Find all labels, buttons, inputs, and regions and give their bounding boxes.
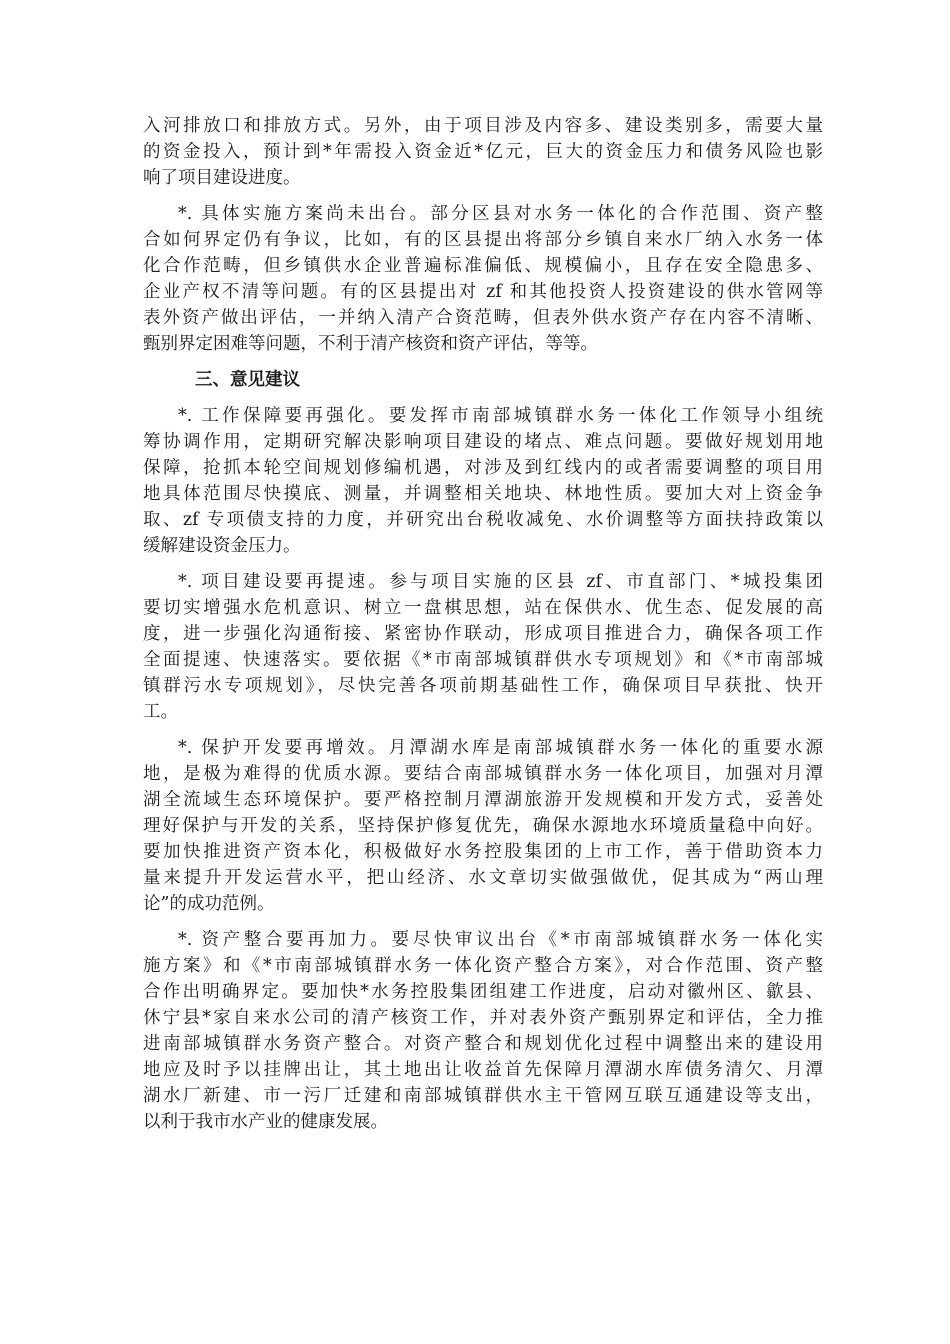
text-line: 湖全流域生态环境保护。要严格控制月潭湖旅游开发规模和开发方式，妥善处 (143, 790, 823, 810)
text-line: 地应及时予以挂牌出让，其土地出让收益首先保障月潭湖水库债务清欠、月潭 (143, 1060, 823, 1080)
text-line: 量来提升开发运营水平，把山经济、水文章切实做强做优，促其成为“两山理 (143, 868, 823, 888)
text-line: *. 保护开发要再增效。月潭湖水库是南部城镇群水务一体化的重要水源 (178, 738, 823, 758)
text-line: 保障，抢抓本轮空间规划修编机遇，对涉及到红线内的或者需要调整的项目用 (143, 458, 823, 478)
text-line: 湖水厂新建、市一污厂迁建和南部城镇群供水主干管网互联互通建设等支出， (143, 1086, 823, 1106)
text-line: 施方案》和《*市南部城镇群水务一体化资产整合方案》，对合作范围、资产整 (143, 956, 823, 976)
paragraph-implementation-plan (143, 201, 823, 357)
text-line: 表外资产做出评估，一并纳入清产合资范畴，但表外供水资产存在内容不清晰、 (143, 308, 823, 328)
text-line: 地，是极为难得的优质水源。要结合南部城镇群水务一体化项目，加强对月潭 (143, 764, 823, 784)
text-line: 以利于我市水产业的健康发展。 (143, 1112, 388, 1132)
text-line: *. 项目建设要再提速。参与项目实施的区县 zf、市直部门、*城投集团 (178, 572, 823, 592)
text-line: 全面提速、快速落实。要依据《*市南部城镇群供水专项规划》和《*市南部城 (143, 650, 823, 670)
paragraph-funding-pressure (143, 113, 823, 191)
text-line: 论”的成功范例。 (143, 894, 275, 914)
text-line: 理好保护与开发的关系，坚持保护修复优先，确保水源地水环境质量稳中向好。 (143, 816, 823, 836)
text-line: 甄别界定困难等问题，不利于清产核资和资产评估，等等。 (143, 334, 598, 354)
text-line: 要加快推进资产资本化，积极做好水务控股集团的上市工作，善于借助资本力 (143, 842, 823, 862)
text-line: 化合作范畴，但乡镇供水企业普遍标准偏低、规模偏小，且存在安全隐患多、 (143, 256, 823, 276)
text-line: *. 工作保障要再强化。要发挥市南部城镇群水务一体化工作领导小组统 (178, 406, 823, 426)
text-line: 入河排放口和排放方式。另外，由于项目涉及内容多、建设类别多，需要大量 (143, 116, 823, 136)
recommendation-work-guarantee (143, 403, 823, 559)
text-line: 休宁县*家自来水公司的清产核资工作，并对表外资产甄别界定和评估，全力推 (143, 1008, 823, 1028)
text-line: 地具体范围尽快摸底、测量，并调整相关地块、林地性质。要加大对上资金争 (143, 484, 823, 504)
text-line: 镇群污水专项规划》，尽快完善各项前期基础性工作，确保项目早获批、快开 (143, 676, 823, 696)
text-line: 要切实增强水危机意识、树立一盘棋思想，站在保供水、优生态、促发展的高 (143, 598, 823, 618)
text-line: 筹协调作用，定期研究解决影响项目建设的堵点、难点问题。要做好规划用地 (143, 432, 823, 452)
text-line: 企业产权不清等问题。有的区县提出对 zf 和其他投资人投资建设的供水管网等 (143, 282, 823, 302)
text-line: *. 资产整合要再加力。要尽快审议出台《*市南部城镇群水务一体化实 (178, 930, 823, 950)
recommendation-protection-development (143, 735, 823, 917)
section-heading (143, 367, 823, 393)
text-line: 缓解建设资金压力。 (143, 536, 301, 556)
recommendation-asset-integration (143, 927, 823, 1135)
text-line: 合作出明确界定。要加快*水务控股集团组建工作进度，启动对徽州区、歙县、 (143, 982, 823, 1002)
document-body (143, 113, 823, 1145)
text-line: 度，进一步强化沟通衔接、紧密协作联动，形成项目推进合力，确保各项工作 (143, 624, 823, 644)
recommendation-project-speed (143, 569, 823, 725)
text-line: 取、zf 专项债支持的力度，并研究出台税收减免、水价调整等方面扶持政策以 (143, 510, 823, 530)
text-line: 合如何界定仍有争议，比如，有的区县提出将部分乡镇自来水厂纳入水务一体 (143, 230, 823, 250)
text-line: 工。 (143, 702, 178, 722)
text-line: 进南部城镇群水务资产整合。对资产整合和规划优化过程中调整出来的建设用 (143, 1034, 823, 1054)
section-heading-text: 三、意见建议 (195, 370, 300, 390)
text-line: 响了项目建设进度。 (143, 168, 301, 188)
text-line: 的资金投入，预计到*年需投入资金近*亿元，巨大的资金压力和债务风险也影 (143, 142, 823, 162)
text-line: *. 具体实施方案尚未出台。部分区县对水务一体化的合作范围、资产整 (178, 204, 823, 224)
